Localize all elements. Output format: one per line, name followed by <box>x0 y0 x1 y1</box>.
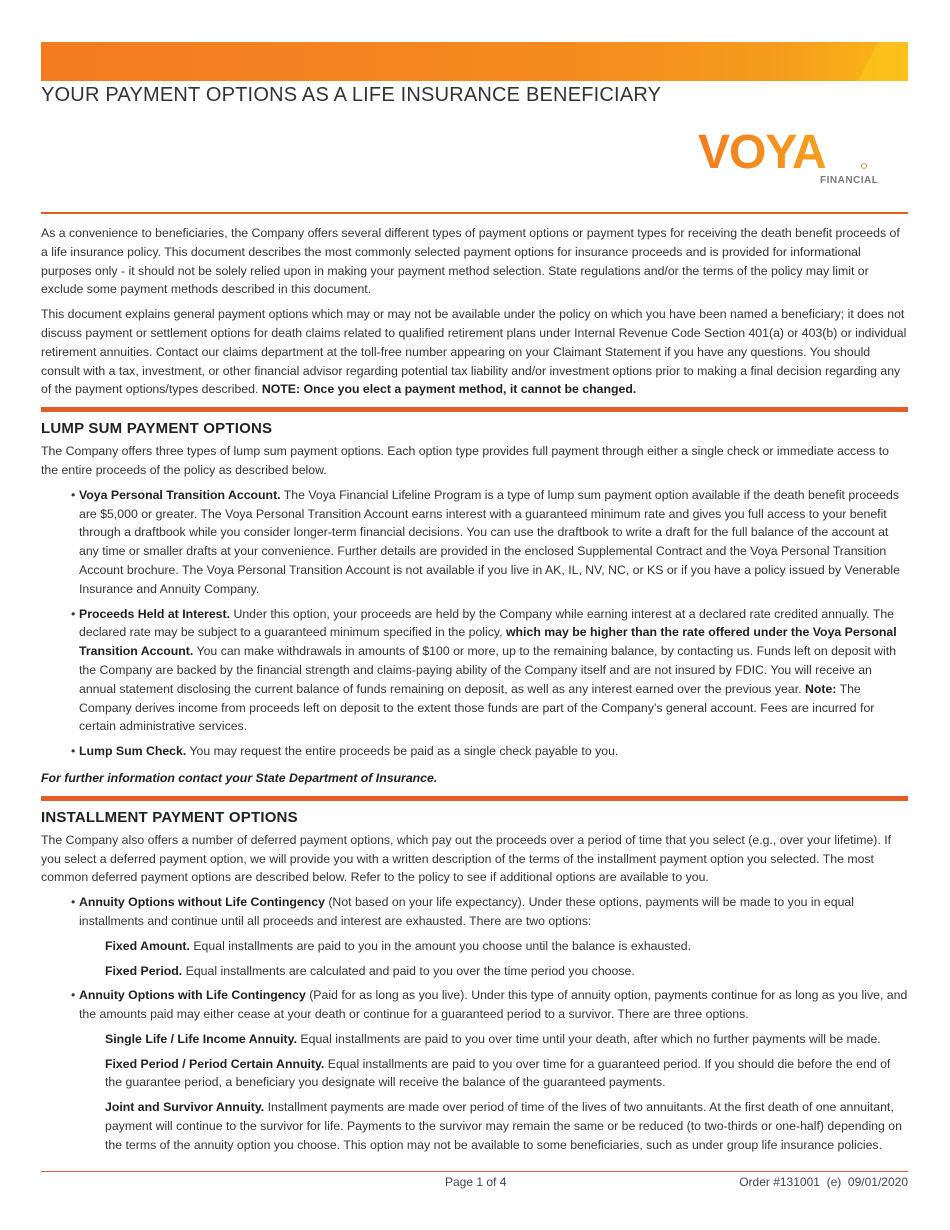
sub-option <box>105 962 908 981</box>
footer-divider <box>41 1171 908 1172</box>
banner-accent <box>858 42 908 81</box>
option-title: Lump Sum Check. <box>79 744 187 759</box>
lump-sum-intro: The Company offers three types of lump sum payment options. Each option type provides full payment through either a single check or immediate access to the entire proceeds of the policy as described below. <box>41 444 890 477</box>
sub-option-title: Fixed Period / Period Certain Annuity. <box>105 1056 325 1071</box>
logo-tagline: FINANCIAL <box>820 175 879 186</box>
option-text: (Paid for as long as you live). Under this type of annuity option, payments continue for as long as you live, and the amounts paid may either cease at your death or continue for a guaranteed period to a survivor. There are three options. <box>79 988 908 1022</box>
intro-paragraph-1: As a convenience to beneficiaries, the Company offers several different types of payment options or payment types for receiving the death benefit proceeds of a life insurance policy. This document describes the most commonly selected payment options for insurance proceeds and is provided for informational purposes only - it should not be solely relied upon in making your payment method selection. State regulations and/or the terms of the policy may limit or exclude some payment methods described in this document. <box>41 226 900 297</box>
sub-option-text: Equal installments are paid to you in the amount you choose until the balance is exhausted. <box>189 938 692 953</box>
voya-logo <box>696 126 879 186</box>
sub-option-text: Installment payments are made over period of time of the lives of two annuitants. At the first death of one annuitant, payment will continue to the survivor for life. Payments to the survivor may remain the same or be reduced (to two-thirds or one-half) depending on the terms of the annuity option you choose. This option may not be available to some beneficiaries, such as under group life insurance policies. <box>105 1100 902 1152</box>
sub-option-title: Joint and Survivor Annuity. <box>105 1100 265 1115</box>
document-body <box>41 224 908 1161</box>
option-text: (Not based on your life expectancy). Under these options, payments will be made to you in equal installments and continue until all proceeds and interest are exhausted. There are two options: <box>79 895 854 928</box>
intro-note: NOTE: Once you elect a payment method, it cannot be changed. <box>261 382 637 397</box>
sub-options <box>79 937 908 981</box>
list-item <box>71 893 908 980</box>
installment-intro: The Company also offers a number of deferred payment options, which pay out the proceeds over a period of time that you select (e.g., over your lifetime). If you select a deferred payment option, we will provide you with a written description of the terms of the installment payment option you selected. The most common deferred payment options are described below. Refer to the policy to see if additional options are available to you. <box>41 832 892 885</box>
sub-option <box>105 1055 908 1093</box>
logo-wordmark: VOYA <box>698 126 826 179</box>
option-title: Annuity Options with Life Contingency <box>79 988 306 1003</box>
lump-sum-heading: LUMP SUM PAYMENT OPTIONS <box>41 407 908 438</box>
sub-option <box>105 1098 908 1154</box>
list-item <box>71 605 908 737</box>
option-text: You can make withdrawals in amounts of $100 or more, up to the remaining balance, by contacting us. Funds left on deposit with the Company are backed by the financial strength and claims-paying ability of the Company itself and are not insured by FDIC. You will receive an annual statement disclosing the current balance of funds remaining on deposit, as well as any interest earned over the previous year. <box>79 644 897 696</box>
registered-mark-icon <box>862 164 867 169</box>
list-item <box>71 742 908 761</box>
lump-sum-footnote: For further information contact your State Department of Insurance. <box>41 770 438 785</box>
option-title: Voya Personal Transition Account. <box>79 487 281 502</box>
option-note-label: Note: <box>804 681 837 696</box>
sub-options <box>79 1030 908 1155</box>
order-number: Order #131001 (e) 09/01/2020 <box>739 1175 908 1189</box>
header-divider <box>41 212 908 214</box>
sub-option-title: Fixed Period. <box>105 963 183 978</box>
sub-option-text: Equal installments are calculated and paid to you over the time period you choose. <box>182 963 635 978</box>
sub-option <box>105 1030 908 1049</box>
intro-paragraph-2-text: This document explains general payment options which may or may not be available under the policy on which you have been named a beneficiary; it does not discuss payment or settlement options for death claims related to qualified retirement plans under Internal Revenue Code Section 401(a) or 403(b) or individual retirement annuities. Contact our claims department at the toll-free number appearing on your Claimant Statement if you have any questions. You should consult with a tax, investment, or other financial advisor regarding potential tax liability and/or investment options prior to making a final decision regarding any of the payment options/types described. <box>41 307 907 397</box>
sub-option-title: Single Life / Life Income Annuity. <box>105 1031 297 1046</box>
page-title: YOUR PAYMENT OPTIONS AS A LIFE INSURANCE BENEFICIARY <box>41 84 662 106</box>
installment-heading: INSTALLMENT PAYMENT OPTIONS <box>41 796 908 827</box>
lump-sum-options-list <box>41 486 908 761</box>
intro-paragraph-2 <box>41 305 908 399</box>
page-number: Page 1 of 4 <box>445 1175 507 1189</box>
option-text: You may request the entire proceeds be paid as a single check payable to you. <box>186 744 619 759</box>
list-item <box>71 986 908 1154</box>
sub-option-text: Equal installments are paid to you over time for a guaranteed period. If you should die before the end of the guarantee period, a beneficiary you designate will receive the balance of the guaranteed payments. <box>105 1056 891 1090</box>
option-emphasis: which may be higher than the rate offered under the Voya Personal Transition Account. <box>79 625 897 659</box>
installment-options-list <box>41 893 908 1155</box>
header-banner <box>41 42 908 81</box>
option-title: Annuity Options without Life Contingency <box>79 895 325 910</box>
sub-option <box>105 937 908 956</box>
option-text: The Company derives income from proceeds left on deposit to the extent those funds are part of the Company’s general account. Fees are incurred for certain administrative services. <box>79 681 875 734</box>
option-title: Proceeds Held at Interest. <box>79 606 231 621</box>
list-item <box>71 486 908 599</box>
option-text: The Voya Financial Lifeline Program is a type of lump sum payment option available if the death benefit proceeds are $5,000 or greater. The Voya Personal Transition Account earns interest with a guaranteed minimum rate and gives you full access to your benefit through a draftbook while you consider longer-term financial decisions. You can use the draftbook to write a draft for the full balance of the account at any time or smaller drafts at your convenience. Further details are provided in the enclosed Supplemental Contract and the Voya Personal Transition Account brochure. The Voya Personal Transition Account is not available if you live in AK, IL, NV, NC, or KS or if you have a policy issued by Venerable Insurance and Annuity Company. <box>79 487 900 596</box>
sub-option-text: Equal installments are paid to you over time until your death, after which no further payments will be made. <box>296 1031 881 1046</box>
option-text: Under this option, your proceeds are held by the Company while earning interest at a declared rate credited annually. The declared rate may be subject to a guaranteed minimum specified in the policy, <box>79 606 895 640</box>
sub-option-title: Fixed Amount. <box>105 938 190 953</box>
